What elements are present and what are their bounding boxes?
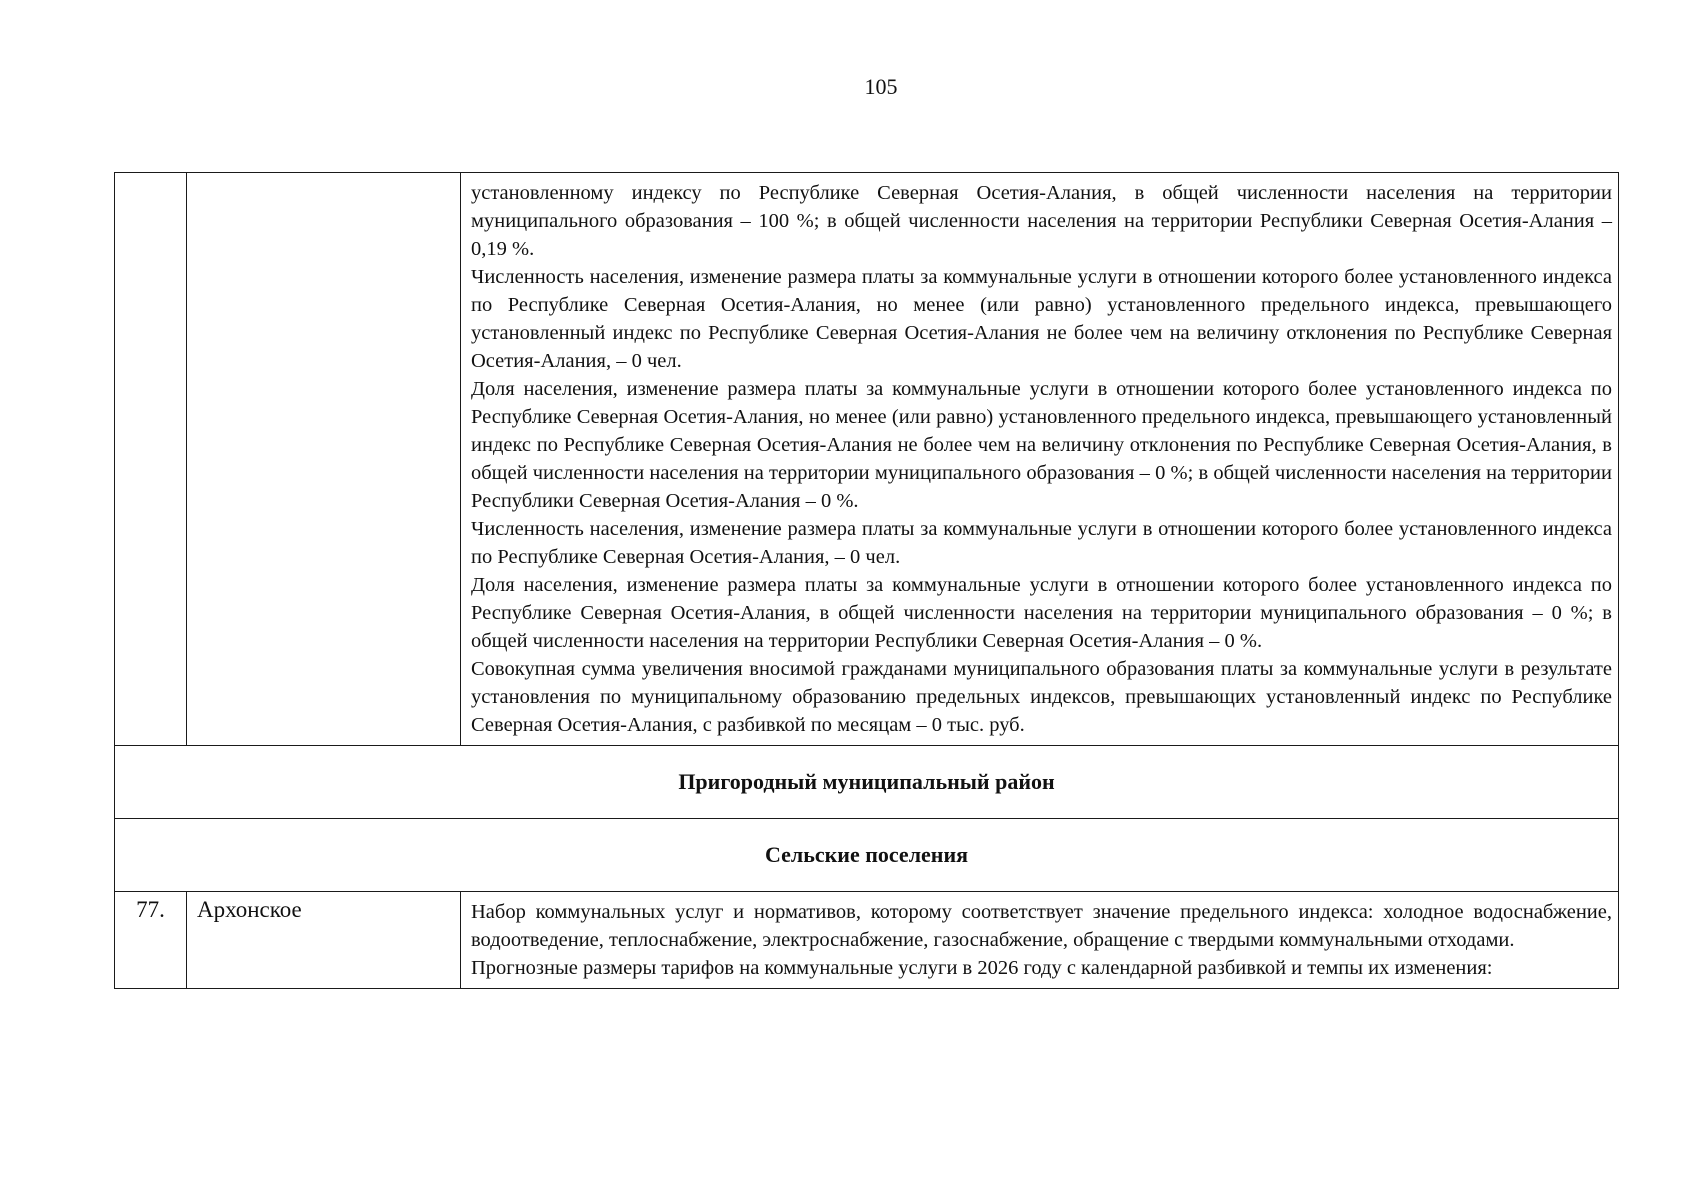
paragraph: Набор коммунальных услуг и нормативов, которому соответствует значение предельного индекса: холодное водоснабжение, водоотведение, теплоснабжение, электроснабжение, газоснабжение, обращение с твердыми коммунальными отходами. xyxy=(471,901,1612,951)
description-cell xyxy=(461,892,1619,989)
paragraph: Численность населения, изменение размера платы за коммунальные услуги в отношении которого более установленного индекса по Республике Северная Осетия-Алания, – 0 чел. xyxy=(471,518,1612,568)
paragraph: установленному индексу по Республике Северная Осетия-Алания, в общей численности населения на территории муниципального образования – 100 %; в общей численности населения на территории Республики Северная Осетия-Алания – 0,19 %. xyxy=(471,182,1612,260)
paragraph: Доля населения, изменение размера платы за коммунальные услуги в отношении которого более установленного индекса по Республике Северная Осетия-Алания, но менее (или равно) установленного предельного индекса, превышающего установленный индекс по Республике Северная Осетия-Алания не более чем на величину отклонения по Республике Северная Осетия-Алания, в общей численности населения на территории муниципального образования – 0 %; в общей численности населения на территории Республики Северная Осетия-Алания – 0 %. xyxy=(471,378,1612,512)
number-cell-empty xyxy=(115,173,187,746)
settlement-name: Архонское xyxy=(187,892,461,989)
paragraph: Численность населения, изменение размера платы за коммунальные услуги в отношении которого более установленного индекса по Республике Северная Осетия-Алания, но менее (или равно) установленного предельного индекса, превышающего установленный индекс по Республике Северная Осетия-Алания не более чем на величину отклонения по Республике Северная Осетия-Алания, – 0 чел. xyxy=(471,266,1612,372)
page-number: 105 xyxy=(864,74,898,99)
section-heading-settlements: Сельские поселения xyxy=(115,819,1619,892)
table-row-continuation xyxy=(115,173,1619,746)
main-table xyxy=(114,172,1619,989)
row-number: 77. xyxy=(115,892,187,989)
section-heading-district: Пригородный муниципальный район xyxy=(115,746,1619,819)
paragraph: Прогнозные размеры тарифов на коммунальные услуги в 2026 году с календарной разбивкой и темпы их изменения: xyxy=(471,957,1493,979)
paragraph: Совокупная сумма увеличения вносимой гражданами муниципального образования платы за коммунальные услуги в результате установления по муниципальному образованию предельных индексов, превышающих установленный индекс по Республике Северная Осетия-Алания, с разбивкой по месяцам – 0 тыс. руб. xyxy=(471,658,1612,736)
description-cell xyxy=(461,173,1619,746)
paragraph: Доля населения, изменение размера платы за коммунальные услуги в отношении которого более установленного индекса по Республике Северная Осетия-Алания, в общей численности населения на территории муниципального образования – 0 %; в общей численности населения на территории Республики Северная Осетия-Алания – 0 %. xyxy=(471,574,1612,652)
name-cell-empty xyxy=(187,173,461,746)
table-row-section-district xyxy=(115,746,1619,819)
table-row-section-settlements xyxy=(115,819,1619,892)
table-row-77 xyxy=(115,892,1619,989)
